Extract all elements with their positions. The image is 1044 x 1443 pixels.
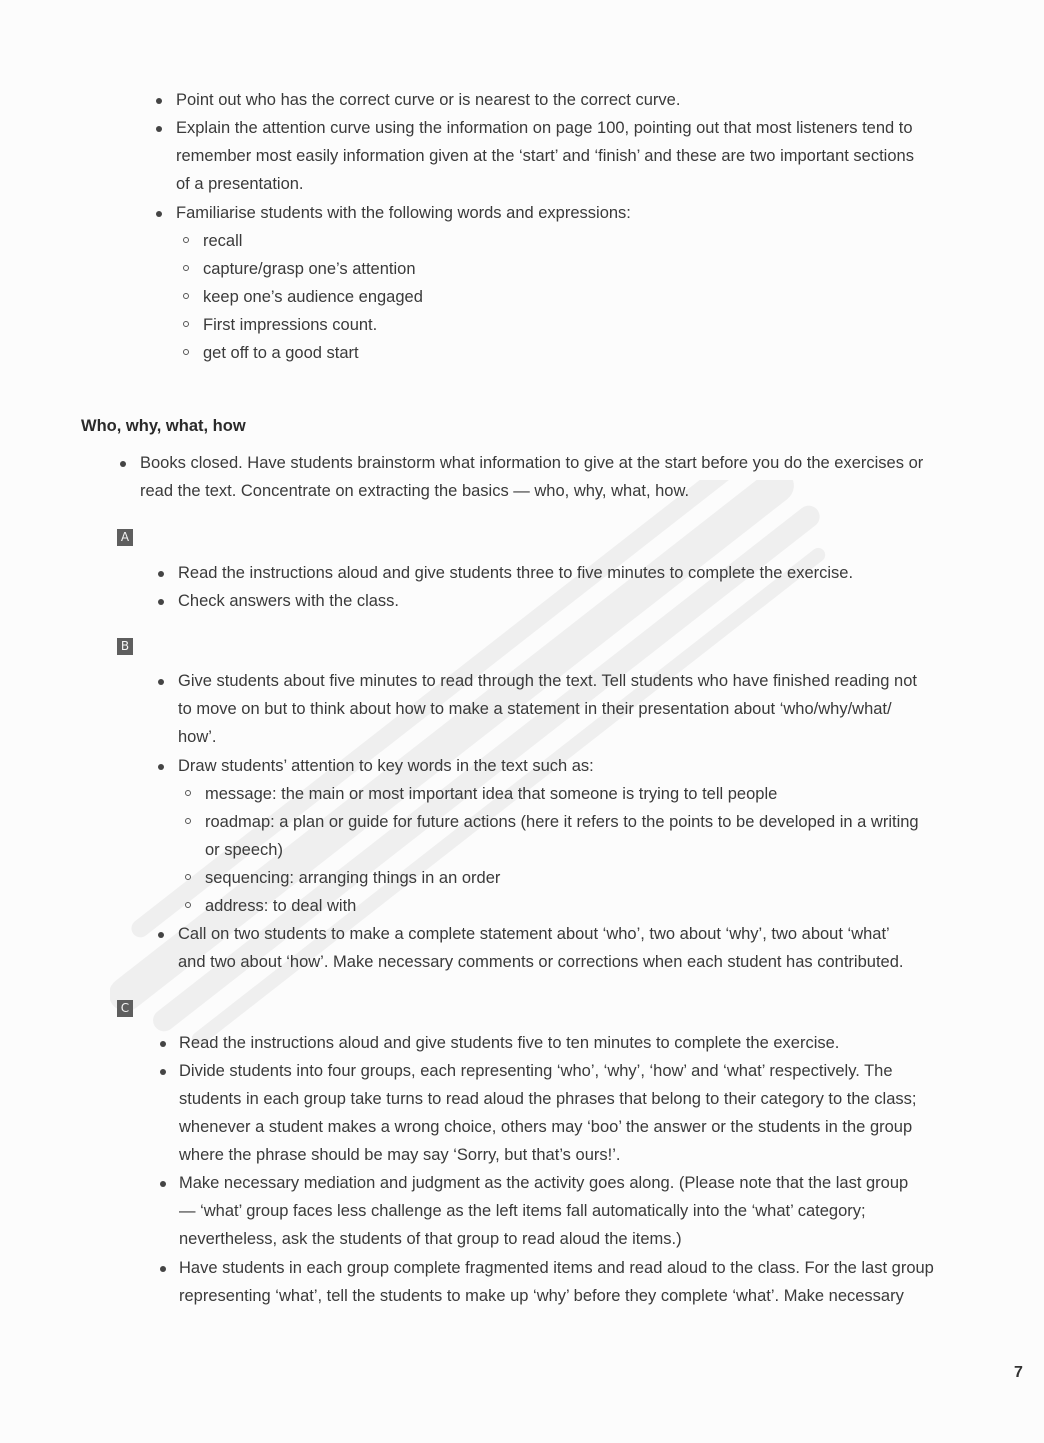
bullet (156, 126, 162, 132)
text-line: Point out who has the correct curve or is nearest to the correct curve. (176, 91, 681, 109)
text-line: Check answers with the class. (178, 592, 400, 610)
text-line: message: the main or most important idea that someone is trying to tell people (205, 785, 778, 803)
bullet (160, 1181, 166, 1187)
sub-bullet (183, 321, 189, 327)
exercise-c-label: C (117, 1000, 133, 1017)
text-line: Have students in each group complete fragmented items and read aloud to the class. For the last group (179, 1259, 934, 1277)
text-line: capture/grasp one’s attention (203, 260, 416, 278)
text-line: Give students about five minutes to read through the text. Tell students who have finished reading not (178, 672, 917, 690)
text-line: Familiarise students with the following words and expressions: (176, 204, 631, 222)
bullet (158, 932, 164, 938)
text-line: how’. (178, 728, 217, 746)
text-line: remember most easily information given at the ‘start’ and ‘finish’ and these are two important sections (176, 147, 914, 165)
exercise-a-label: A (117, 529, 133, 546)
bullet (156, 211, 162, 217)
text-line: nevertheless, ask the students of that group to read aloud the items.) (179, 1230, 682, 1248)
bullet (120, 461, 126, 467)
text-line: students in each group take turns to read aloud the phrases that belong to their category to the class; (179, 1090, 917, 1108)
text-line: Make necessary mediation and judgment as the activity goes along. (Please note that the last group (179, 1174, 909, 1192)
bullet (160, 1069, 166, 1075)
sub-bullet (185, 902, 191, 908)
section-heading: Who, why, what, how (81, 417, 246, 435)
text-line: Read the instructions aloud and give students five to ten minutes to complete the exercise. (179, 1034, 840, 1052)
text-line: roadmap: a plan or guide for future actions (here it refers to the points to be developed in a writing (205, 813, 919, 831)
bullet (160, 1266, 166, 1272)
bullet (156, 98, 162, 104)
bullet (160, 1041, 166, 1047)
sub-bullet (185, 874, 191, 880)
sub-bullet (183, 293, 189, 299)
bullet (158, 571, 164, 577)
bullet (158, 764, 164, 770)
text-line: of a presentation. (176, 175, 304, 193)
text-line: address: to deal with (205, 897, 357, 915)
bullet (158, 679, 164, 685)
sub-bullet (183, 265, 189, 271)
text-line: Divide students into four groups, each representing ‘who’, ‘why’, ‘how’ and ‘what’ respectively. The (179, 1062, 893, 1080)
text-line: representing ‘what’, tell the students to make up ‘why’ before they complete ‘what’. Make necessary (179, 1287, 904, 1305)
sub-bullet (185, 790, 191, 796)
text-line: get off to a good start (203, 344, 359, 362)
text-line: sequencing: arranging things in an order (205, 869, 501, 887)
text-line: Read the instructions aloud and give students three to five minutes to complete the exercise. (178, 564, 854, 582)
sub-bullet (183, 237, 189, 243)
text-line: — ‘what’ group faces less challenge as the left items fall automatically into the ‘what’ category; (179, 1202, 866, 1220)
text-line: First impressions count. (203, 316, 378, 334)
text-line: Explain the attention curve using the information on page 100, pointing out that most listeners tend to (176, 119, 913, 137)
text-line: whenever a student makes a wrong choice, others may ‘boo’ the answer or the students in the group (179, 1118, 913, 1136)
exercise-b-label: B (117, 638, 133, 655)
text-line: Draw students’ attention to key words in the text such as: (178, 757, 594, 775)
text-line: read the text. Concentrate on extracting the basics — who, why, what, how. (140, 482, 690, 500)
sub-bullet (185, 818, 191, 824)
text-line: or speech) (205, 841, 283, 859)
text-line: keep one’s audience engaged (203, 288, 423, 306)
text-line: where the phrase should be may say ‘Sorry, but that’s ours!’. (179, 1146, 621, 1164)
text-line: to move on but to think about how to make a statement in their presentation about ‘who/why/what/ (178, 700, 892, 718)
page-number: 7 (1014, 1364, 1023, 1381)
sub-bullet (183, 349, 189, 355)
bullet (158, 599, 164, 605)
text-line: recall (203, 232, 243, 250)
text-line: Call on two students to make a complete statement about ‘who’, two about ‘why’, two about ‘what’ (178, 925, 890, 943)
text-line: Books closed. Have students brainstorm what information to give at the start before you do the exercises or (140, 454, 924, 472)
text-line: and two about ‘how’. Make necessary comments or corrections when each student has contributed. (178, 953, 904, 971)
